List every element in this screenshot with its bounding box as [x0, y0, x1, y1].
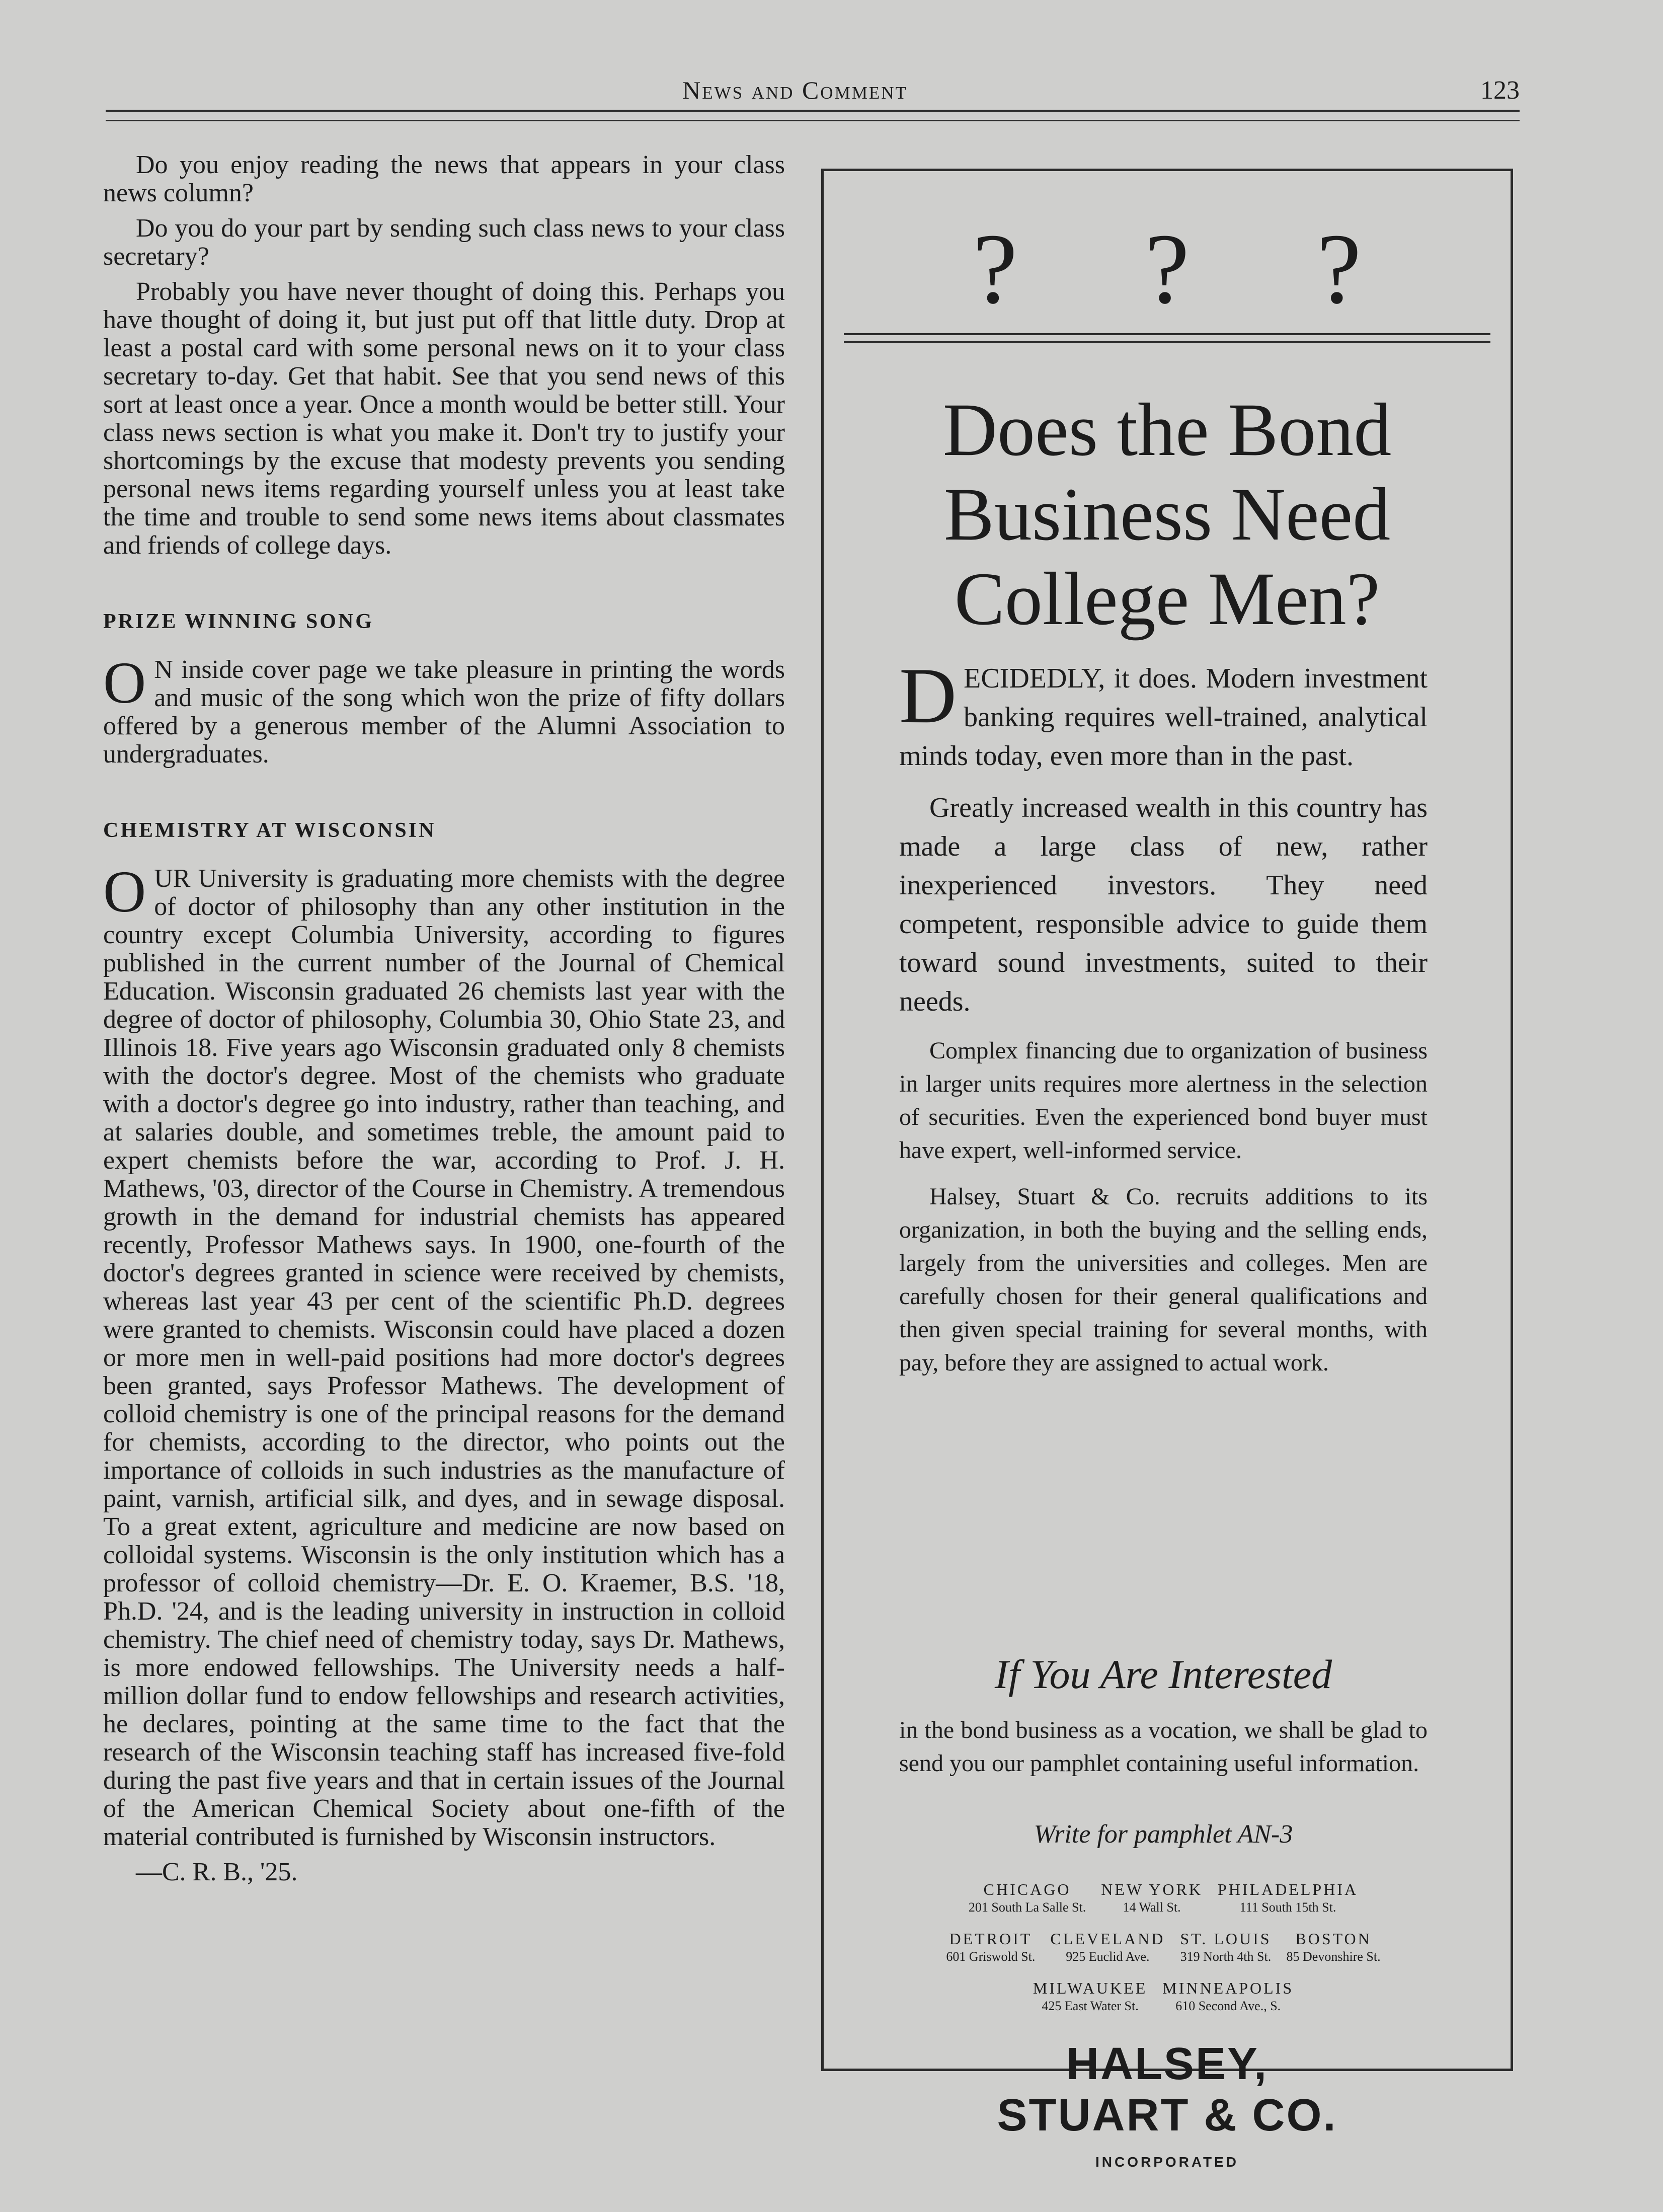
ad-paragraph-2: Greatly increased wealth in this country has made a large class of new, rather inexperienced investors. They need competent, responsible advice to guide them toward sound investments, suited to their needs.	[899, 792, 1428, 1017]
company-name-line-1: HALSEY,	[1066, 2039, 1269, 2089]
intro-paragraph-2: Do you do your part by sending such class news to your class secretary?	[103, 214, 785, 271]
prize-section-heading: PRIZE WINNING SONG	[103, 610, 374, 633]
ad-paragraph-3: Complex financing due to organization of business in larger units requires more alertness in the selection of securities. Even the experienced bond buyer must have expert, well-informed service.	[899, 1037, 1428, 1164]
office-entry	[1101, 1880, 1203, 1916]
office-city: ST. LOUIS	[1180, 1930, 1272, 1948]
page-number: 123	[1480, 76, 1520, 105]
header-rule	[106, 110, 1520, 121]
office-address: 610 Second Ave., S.	[1175, 1999, 1281, 2013]
office-city: NEW YORK	[1101, 1880, 1203, 1898]
ad-interested-body: in the bond business as a vocation, we shall be glad to send you our pamphlet containing useful information.	[899, 1717, 1428, 1777]
ad-dropcap: D	[899, 652, 957, 740]
ad-interested-heading: If You Are Interested	[994, 1651, 1332, 1697]
office-entry	[1033, 1978, 1147, 2015]
ad-body	[899, 652, 1428, 1393]
ad-headline: Does the Bond Business Need College Men?	[942, 388, 1392, 641]
left-column	[103, 151, 785, 1893]
office-entry	[1050, 1929, 1165, 1965]
chemistry-section-heading: CHEMISTRY AT WISCONSIN	[103, 819, 436, 842]
office-city: CHICAGO	[983, 1880, 1071, 1898]
office-address: 425 East Water St.	[1042, 1999, 1139, 2013]
office-address: 319 North 4th St.	[1180, 1949, 1272, 1964]
ad-paragraph-1	[899, 652, 1428, 776]
office-entry	[969, 1880, 1086, 1916]
office-city: BOSTON	[1295, 1930, 1372, 1948]
office-city: DETROIT	[949, 1930, 1033, 1948]
office-address: 14 Wall St.	[1123, 1900, 1181, 1915]
prize-body-text: N inside cover page we take pleasure in printing the words and music of the song which won the prize of fifty dollars offered by a generous member of the Alumni Association to undergraduates.	[103, 655, 785, 769]
company-name	[824, 2038, 1511, 2141]
prize-section-body	[103, 650, 785, 769]
office-row	[899, 1880, 1428, 1916]
office-city: MINNEAPOLIS	[1162, 1979, 1294, 1997]
office-list	[899, 1880, 1428, 2028]
office-entry	[1162, 1978, 1294, 2015]
office-address: 111 South 15th St.	[1239, 1900, 1336, 1915]
office-entry	[1287, 1929, 1381, 1965]
running-title: News and Comment	[682, 76, 908, 104]
office-entry	[1180, 1929, 1271, 1965]
company-name-line-2: STUART & CO.	[997, 2090, 1337, 2141]
office-address: 85 Devonshire St.	[1286, 1949, 1381, 1964]
intro-paragraph-1: Do you enjoy reading the news that appears in your class news column?	[103, 150, 785, 207]
ad-divider-rule	[844, 333, 1490, 343]
question-mark: ?	[973, 213, 1018, 325]
article-signature: —C. R. B., '25.	[136, 1858, 298, 1886]
office-address: 925 Euclid Ave.	[1066, 1949, 1150, 1964]
chemistry-section-body	[103, 859, 785, 1851]
question-mark: ?	[1316, 213, 1362, 325]
office-city: PHILADELPHIA	[1217, 1880, 1359, 1898]
ad-pamphlet-line: Write for pamphlet AN-3	[1034, 1820, 1293, 1849]
halsey-stuart-advertisement	[821, 169, 1513, 2170]
incorporated-label: INCORPORATED	[1095, 2154, 1239, 2170]
question-mark: ?	[1145, 213, 1190, 325]
office-address: 601 Griswold St.	[946, 1949, 1036, 1964]
intro-paragraph-3: Probably you have never thought of doing this. Perhaps you have thought of doing it, but just put off that little duty. Drop at least a postal card with some personal news on it to your class secretary to-day. Get that habit. See that you send news of this sort at least once a year. Once a month would be better still. Your class news section is what you make it. Don't try to justify your shortcomings by the excuse that modesty prevents you sending personal news items regarding yourself unless you at least take the time and trouble to send some news items about classmates and friends of college days.	[103, 277, 785, 560]
office-city: MILWAUKEE	[1033, 1979, 1148, 1997]
chemistry-body-text: UR University is graduating more chemists with the degree of doctor of philosophy than any other institution in the country except Columbia University, according to figures published in the current number of the Journal of Chemical Education. Wisconsin graduated 26 chemists last year with the degree of doctor of philosophy, Columbia 30, Ohio State 23, and Illinois 18. Five years ago Wisconsin graduated only 8 chemists with the doctor's degree. Most of the chemists who graduate with a doctor's degree go into industry, rather than teaching, and at salaries double, and sometimes treble, the amount paid to expert chemists before the war, according to Prof. J. H. Mathews, '03, director of the Course in Chemistry. A tremendous growth in the demand for industrial chemists has appeared recently, Professor Mathews says. In 1900, one-fourth of the doctor's degrees granted in science were received by chemists, whereas last year 43 per cent of the scientific Ph.D. degrees were granted to chemists. Wisconsin could have placed a dozen or more men in well-paid positions had more doctor's degrees been granted, says Professor Mathews. The development of colloid chemistry is one of the principal reasons for the demand for chemists, according to the director, who points out the importance of colloids in such industries as the manufacture of paint, varnish, artificial silk, and dyes, and in sewage disposal. To a great extent, agriculture and medicine are now based on colloidal systems. Wisconsin is the only institution which has a professor of colloid chemistry—Dr. E. O. Kraemer, B.S. '18, Ph.D. '24, and is the leading university in instruction in colloid chemistry. The chief need of chemistry today, says Dr. Mathews, is more endowed fellowships. The University needs a half-million dollar fund to endow fellowships and research activities, he declares, pointing at the same time to the fact that the research of the Wisconsin teaching staff has increased five-fold during the past five years and that in certain issues of the Journal of the American Chemical Society about one-fifth of the material contributed is furnished by Wisconsin instructors.	[103, 864, 785, 1851]
office-address: 201 South La Salle St.	[968, 1900, 1086, 1915]
chemistry-dropcap: O	[103, 859, 146, 925]
office-row	[899, 1978, 1428, 2015]
office-entry	[1218, 1880, 1358, 1916]
ad-paragraph-1-text: ECIDEDLY, it does. Modern investment banking requires well-trained, analytical minds today, even more than in the past.	[899, 663, 1428, 772]
office-city: CLEVELAND	[1050, 1930, 1165, 1948]
question-marks-row	[824, 213, 1511, 325]
office-entry	[946, 1929, 1035, 1965]
office-row	[899, 1929, 1428, 1965]
ad-paragraph-4: Halsey, Stuart & Co. recruits additions to its organization, in both the buying and the selling ends, largely from the universities and colleges. Men are carefully chosen for their general qualifications and then given special training for several months, with pay, before they are assigned to actual work.	[899, 1183, 1428, 1376]
prize-dropcap: O	[103, 650, 146, 716]
